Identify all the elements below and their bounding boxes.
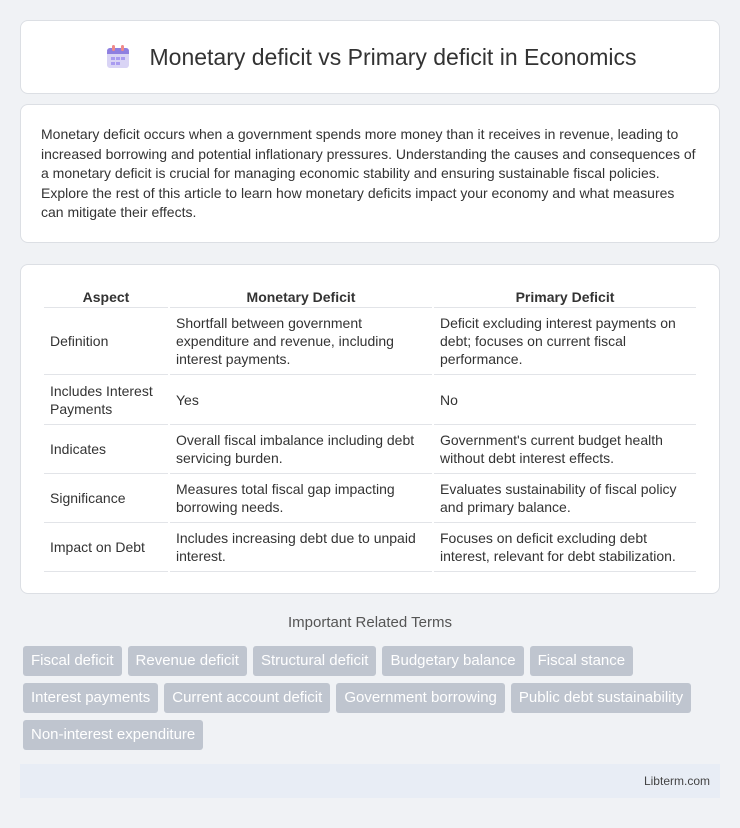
- cell-aspect: Impact on Debt: [44, 523, 168, 572]
- table-row: [44, 425, 696, 474]
- calendar-icon: [104, 43, 132, 71]
- table-row: [44, 523, 696, 572]
- cell-monetary: Yes: [170, 375, 432, 425]
- intro-card: [20, 104, 720, 243]
- table-row: [44, 308, 696, 375]
- header-monetary-deficit: Monetary Deficit: [170, 283, 432, 308]
- header-aspect: Aspect: [44, 283, 168, 308]
- tag-revenue-deficit[interactable]: Revenue deficit: [128, 646, 247, 676]
- cell-monetary: Overall fiscal imbalance including debt servicing burden.: [170, 425, 432, 474]
- header-primary-deficit: Primary Deficit: [434, 283, 696, 308]
- related-terms-tags: [23, 646, 723, 750]
- header-card: [20, 20, 720, 94]
- tag-interest-payments[interactable]: Interest payments: [23, 683, 158, 713]
- comparison-table: [42, 283, 698, 572]
- tag-structural-deficit[interactable]: Structural deficit: [253, 646, 377, 676]
- cell-aspect: Includes Interest Payments: [44, 375, 168, 425]
- cell-aspect: Indicates: [44, 425, 168, 474]
- cell-aspect: Significance: [44, 474, 168, 523]
- tag-fiscal-stance[interactable]: Fiscal stance: [530, 646, 634, 676]
- cell-primary: Deficit excluding interest payments on debt; focuses on current fiscal performance.: [434, 308, 696, 375]
- tag-government-borrowing[interactable]: Government borrowing: [336, 683, 505, 713]
- cell-primary: Focuses on deficit excluding debt interest, relevant for debt stabilization.: [434, 523, 696, 572]
- related-terms-title: Important Related Terms: [288, 614, 452, 631]
- table-row: [44, 474, 696, 523]
- tag-non-interest-expenditure[interactable]: Non-interest expenditure: [23, 720, 203, 750]
- table-header-row: [44, 283, 696, 308]
- cell-aspect: Definition: [44, 308, 168, 375]
- page-title: Monetary deficit vs Primary deficit in Economics: [149, 43, 637, 70]
- tag-public-debt-sustainability[interactable]: Public debt sustainability: [511, 683, 691, 713]
- intro-paragraph: Monetary deficit occurs when a government spends more money than it receives in revenue, leading to increased borrowing and potential inflationary pressures. Understanding the causes and consequences of a monetary deficit is crucial for managing economic stability and ensuring sustainable fiscal policies. Explore the rest of this article to learn how monetary deficits impact your economy and what measures can mitigate their effects.: [41, 126, 696, 220]
- cell-primary: No: [434, 375, 696, 425]
- footer-brand-link[interactable]: Libterm.com: [643, 774, 710, 788]
- footer: [20, 764, 720, 798]
- cell-monetary: Includes increasing debt due to unpaid interest.: [170, 523, 432, 572]
- tag-current-account-deficit[interactable]: Current account deficit: [164, 683, 330, 713]
- cell-primary: Government's current budget health without debt interest effects.: [434, 425, 696, 474]
- cell-primary: Evaluates sustainability of fiscal policy and primary balance.: [434, 474, 696, 523]
- table-row: [44, 375, 696, 425]
- tag-budgetary-balance[interactable]: Budgetary balance: [382, 646, 523, 676]
- cell-monetary: Shortfall between government expenditure and revenue, including interest payments.: [170, 308, 432, 375]
- comparison-table-card: [20, 264, 720, 594]
- cell-monetary: Measures total fiscal gap impacting borrowing needs.: [170, 474, 432, 523]
- tag-fiscal-deficit[interactable]: Fiscal deficit: [23, 646, 122, 676]
